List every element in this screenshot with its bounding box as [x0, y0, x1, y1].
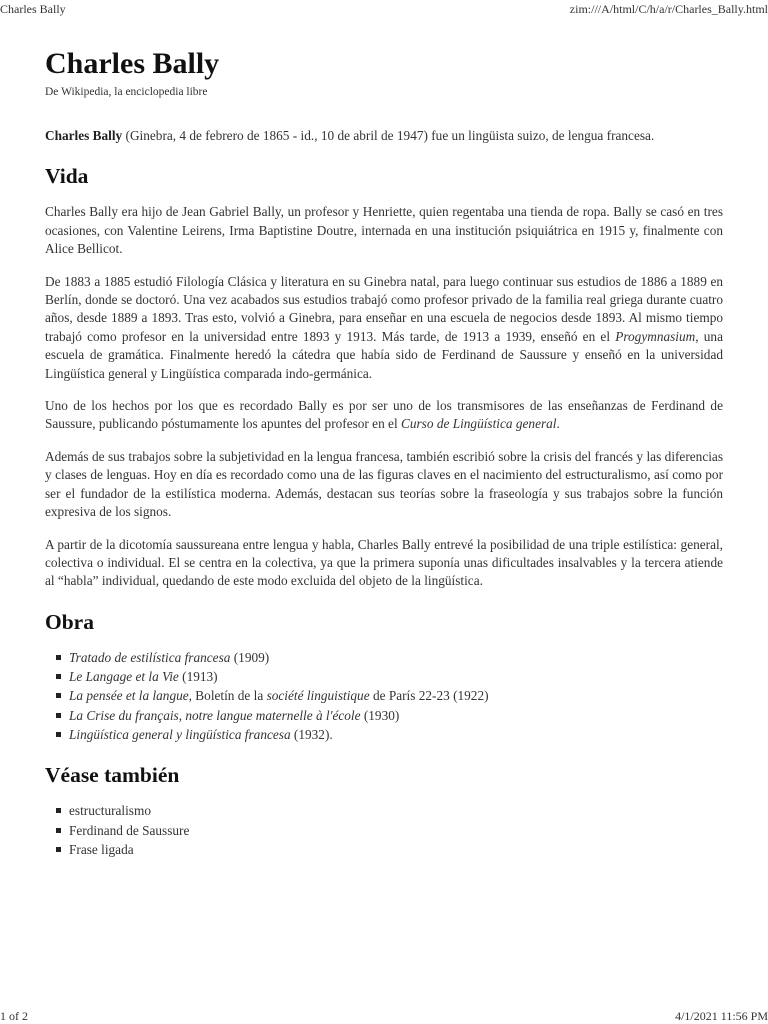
- text-run: (1909): [230, 649, 270, 665]
- square-bullet-icon: [56, 655, 61, 660]
- lead-paragraph: [45, 127, 723, 145]
- print-footer-page-count: 1 of 2: [0, 1009, 28, 1023]
- italic-text: La pensée et la langue: [69, 688, 189, 704]
- square-bullet-icon: [56, 713, 61, 718]
- italic-text: La Crise du français, notre langue maternelle à l'école: [69, 707, 361, 723]
- text-run: Uno de los hechos por los que es recordado Bally es por ser uno de los transmisores de las enseñanzas de Ferdinand de Saussure, publicando póstumamente los apuntes del profesor en el: [45, 398, 723, 432]
- article-content: [45, 44, 723, 859]
- italic-text: Tratado de estilística francesa: [69, 649, 231, 665]
- text-run: De 1883 a 1885 estudió Filología Clásica y literatura en su Ginebra natal, para luego continuar sus estudios de 1886 a 1889 en Berlín, donde se doctoró. Una vez acabados sus estudios trabajó como profesor privado de la familia real griega durante cuatro años, desde 1889 a 1893. Tras esto, volvió a Ginebra, para enseñar en una escuela de negocios desde 1893. Al mismo tiempo trabajó como profesor en la universidad entre 1893 y 1913. Más tarde, de 1913 a 1939, enseñó en el: [45, 273, 723, 344]
- list-item: [69, 725, 723, 744]
- text-run: (1913): [178, 669, 218, 685]
- italic-text: Lingüística general y lingüística francesa: [69, 726, 291, 742]
- square-bullet-icon: [56, 808, 61, 813]
- page-tagline: De Wikipedia, la enciclopedia libre: [45, 86, 208, 98]
- vida-paragraph: [45, 397, 723, 434]
- square-bullet-icon: [56, 732, 61, 737]
- text-run: estructuralismo: [69, 803, 151, 819]
- list-item: [69, 686, 723, 705]
- section-heading-vease: Véase también: [45, 763, 180, 788]
- square-bullet-icon: [56, 693, 61, 698]
- list-item: [69, 667, 723, 686]
- see-also-list: [45, 801, 723, 859]
- text-run: (1930): [360, 707, 400, 723]
- list-item: [69, 648, 723, 667]
- text-run: Ferdinand de Saussure: [69, 822, 190, 838]
- print-footer-datetime: 4/1/2021 11:56 PM: [675, 1009, 768, 1023]
- list-item: [69, 801, 723, 820]
- vida-paragraph: [45, 203, 723, 258]
- text-run: , Boletín de la: [188, 688, 267, 704]
- vida-paragraph: [45, 536, 723, 591]
- square-bullet-icon: [56, 674, 61, 679]
- bold-text: Charles Bally: [45, 128, 123, 143]
- page-title: Charles Bally: [45, 47, 220, 80]
- print-header-title: Charles Bally: [0, 2, 66, 16]
- text-run: .: [556, 416, 560, 432]
- square-bullet-icon: [56, 828, 61, 833]
- text-run: (1932).: [290, 726, 333, 742]
- text-run: (Ginebra, 4 de febrero de 1865 - id., 10 de abril de 1947) fue un lingüista suizo, de lengua francesa.: [122, 128, 655, 143]
- square-bullet-icon: [56, 847, 61, 852]
- italic-text: société linguistique: [266, 688, 370, 704]
- italic-text: Progymnasium: [615, 328, 696, 344]
- print-header-url: zim:///A/html/C/h/a/r/Charles_Bally.html: [569, 2, 768, 16]
- list-item: [69, 706, 723, 725]
- obra-list: [45, 648, 723, 744]
- text-run: Además de sus trabajos sobre la subjetividad en la lengua francesa, también escribió sobre la crisis del francés y las diferencias y clases de lenguas. Hoy en día es recordado como una de las figuras claves en el nacimiento del estructuralismo, así como por ser el fundador de la estilística moderna. Además, destacan sus teorías sobre la fraseología y sus trabajos sobre la función expresiva de los signos.: [45, 448, 723, 520]
- text-run: Charles Bally era hijo de Jean Gabriel Bally, un profesor y Henriette, quien regentaba una tienda de ropa. Bally se casó en tres ocasiones, con Valentine Leirens, Irma Baptistine Doutre, internada en una institución psiquiátrica en 1915 y, finalmente con Alice Bellicot.: [45, 204, 723, 257]
- italic-text: Le Langage et la Vie: [69, 669, 179, 685]
- text-run: , una escuela de gramática. Finalmente heredó la cátedra que había sido de Ferdinand de Saussure y enseñó en la universidad Lingüística general y Lingüística comparada indo-germánica.: [45, 328, 723, 381]
- italic-text: Curso de Lingüística general: [400, 416, 557, 432]
- text-run: de París 22-23 (1922): [369, 688, 489, 704]
- list-item: [69, 821, 723, 840]
- text-run: Frase ligada: [69, 841, 134, 857]
- list-item: [69, 840, 723, 859]
- text-run: A partir de la dicotomía saussureana entre lengua y habla, Charles Bally entrevé la posibilidad de una triple estilística: general, colectiva o individual. El se centra en la colectiva, ya que la primera suponía unas dificultades insalvables y la tercera atiende al “habla” individual, quedando de este modo excluida del objeto de la lingüística.: [45, 536, 723, 589]
- section-heading-obra: Obra: [45, 609, 94, 634]
- section-heading-vida: Vida: [45, 164, 89, 189]
- print-header: [0, 1, 768, 17]
- print-footer: [0, 1008, 768, 1024]
- vida-paragraph: [45, 448, 723, 522]
- vida-paragraph: [45, 273, 723, 383]
